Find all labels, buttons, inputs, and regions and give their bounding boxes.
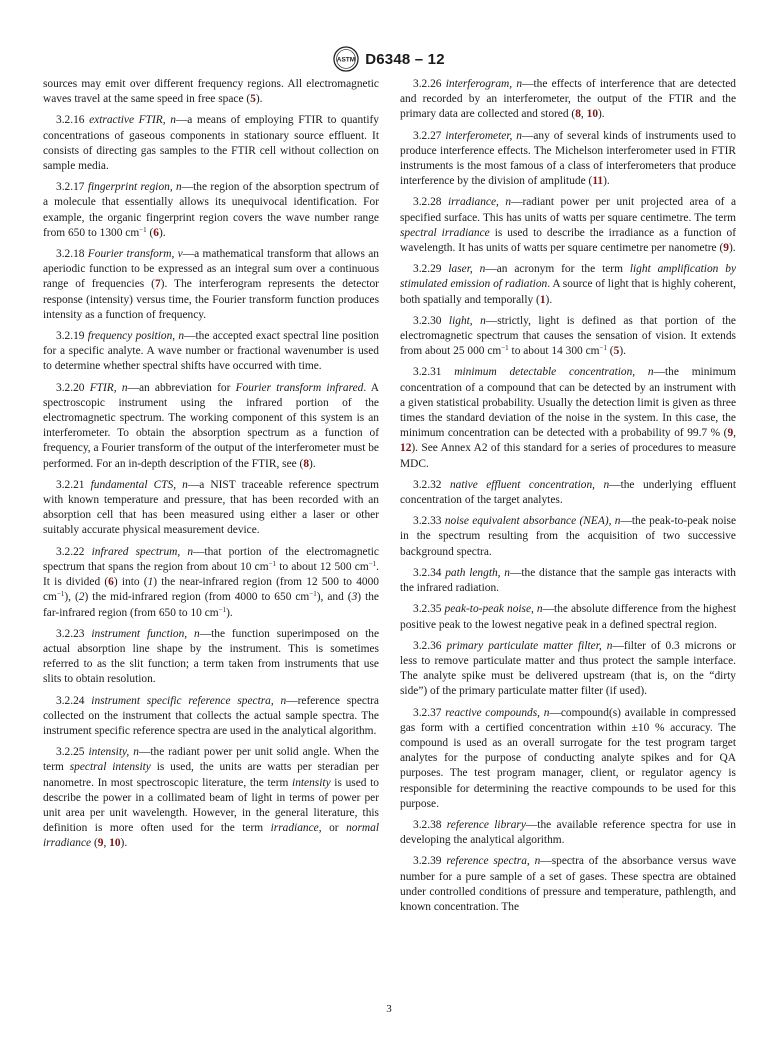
- reference-number: 7: [154, 278, 161, 291]
- text-run: 3.2.33: [413, 515, 445, 528]
- text-run: ).: [603, 175, 610, 188]
- definition-paragraph: [43, 745, 379, 851]
- text-run: ).: [159, 226, 166, 239]
- reference-number: 1: [539, 293, 546, 306]
- superscript: −1: [368, 559, 377, 568]
- text-run: 3.2.25: [56, 746, 89, 759]
- definition-paragraph: [43, 545, 379, 621]
- astm-logo-icon: [333, 46, 359, 72]
- definition-paragraph: [400, 262, 736, 308]
- text-run: 3.2.19: [56, 330, 88, 343]
- term: reference spectra, n: [446, 855, 541, 868]
- definition-paragraph: [400, 854, 736, 915]
- text-run: 3.2.22: [56, 545, 92, 558]
- text-run: —the function superimposed on the actual absorption line shape by the instrument. This is sometimes referred to as the slit function; a term taken from instruments that use slits to obtain resolution.: [43, 627, 380, 686]
- text-run: ).: [255, 93, 263, 106]
- term: instrument specific reference spectra, n: [91, 694, 287, 707]
- superscript: −1: [56, 590, 65, 599]
- reference-number: 8: [303, 457, 310, 470]
- term: extractive FTIR, n: [89, 114, 176, 127]
- text-run: 3.2.23: [56, 627, 92, 640]
- text-run: 3.2.32: [413, 478, 450, 491]
- reference-number: 5: [250, 93, 256, 106]
- text-run: . A spectroscopic instrument using the infrared portion of the electromagnetic spectrum. The working component of this system is an interferometer. To obtain the absorption spectrum as a function of frequency, a Fourier transform of the output of the interferometer must be performed. For an in-depth description of the FTIR, see (: [43, 381, 380, 470]
- text-run: —strictly, light is defined as that portion of the electromagnetic spectrum that causes the sensation of vision. It extends from about 25 000 cm: [400, 314, 736, 358]
- reference-number: 9: [727, 427, 734, 440]
- text-run: ).: [598, 108, 605, 121]
- text-run: 3.2.38: [413, 818, 447, 831]
- text-run: . It is divided (: [43, 560, 379, 589]
- text-run: —the peak-to-peak noise in the spectrum resulting from the acquisition of two successive background spectra.: [400, 515, 736, 558]
- text-run: ).: [728, 242, 736, 255]
- text-run: ).: [619, 345, 626, 358]
- term: normal irradiance: [43, 822, 379, 850]
- right-column: [400, 77, 736, 921]
- text-run: ).: [309, 457, 316, 470]
- term: native effluent concentration, n: [449, 478, 610, 491]
- term: Fourier transform, v: [87, 248, 183, 261]
- text-run: ). The interferogram represents the detector response (intensity) versus time, the Fourier transform function produces intensity as a function of frequency.: [43, 278, 379, 321]
- text-run: ).: [226, 606, 233, 619]
- term: irradiance, n: [447, 196, 512, 209]
- superscript: −1: [218, 605, 227, 614]
- text-run: 3.2.28: [413, 196, 448, 209]
- text-run: —the absolute difference from the highest positive peak to the lowest negative peak in a defined spectral region.: [400, 603, 737, 631]
- text-run: ), (: [64, 591, 79, 604]
- text-run: —reference spectra collected on the instrument that collects the actual sample spectra. The instrument specific reference spectra are used in the analytical algorithm.: [43, 694, 379, 737]
- text-run: ) the far-infrared region (from 650 to 10 cm: [43, 591, 379, 619]
- text-run: ) into (: [113, 576, 148, 589]
- definition-paragraph: [400, 77, 736, 123]
- reference-number: 11: [592, 175, 604, 188]
- text-run: —the underlying effluent concentration of the target analytes.: [400, 478, 736, 507]
- text-run: —radiant power per unit projected area of a specified surface. This has units of watts per square centimetre. The term: [400, 196, 736, 224]
- term: infrared spectrum, n: [91, 545, 194, 558]
- term: reactive compounds, n: [445, 706, 550, 719]
- term: intensity: [292, 776, 331, 789]
- reference-number: 6: [108, 576, 114, 589]
- text-run: —the radiant power per unit solid angle. When the term: [43, 746, 379, 774]
- text-run: 3.2.18: [56, 248, 88, 261]
- definition-paragraph: [400, 639, 736, 700]
- superscript: −1: [501, 344, 509, 353]
- term: frequency position, n: [87, 330, 185, 343]
- text-run: —an abbreviation for: [127, 381, 236, 394]
- text-run: —the available reference spectra for use in developing the analytical algorithm.: [400, 818, 737, 847]
- superscript: −1: [309, 590, 317, 599]
- text-run: sources may emit over different frequency regions. All electromagnetic waves travel at the same speed in free space (: [43, 78, 379, 106]
- reference-number: 5: [613, 345, 620, 358]
- term: primary particulate matter filter, n: [446, 639, 613, 652]
- definition-paragraph: [400, 478, 736, 508]
- text-run: ).: [120, 837, 128, 850]
- definition-paragraph: [43, 329, 379, 375]
- text-run: —a NIST traceable reference spectrum with known temperature and pressure, that has been recorded with an absorption cell that has been measured using either a laser or other suitably accurate physical measurement device.: [43, 478, 379, 537]
- definition-paragraph: [43, 77, 379, 107]
- text-run: 3.2.34: [413, 566, 446, 579]
- definition-paragraph: [43, 381, 379, 472]
- text-run: —the minimum concentration of a compound that can be detected by an instrument with a given statistical probability. Usually the detection limit is given as three times the standard deviation of the noise in the system. In this case, the minimum concentration can be detected with a probability of 99.7 % (: [400, 366, 736, 440]
- text-run: —that portion of the electromagnetic spectrum that spans the region from about 10 cm: [43, 545, 379, 573]
- text-run: 3.2.39: [413, 855, 447, 868]
- definition-paragraph: [400, 602, 736, 632]
- definition-paragraph: [400, 314, 736, 360]
- text-run: —a mathematical transform that allows an aperiodic function to be expressed as an integral sum over a continuous range of frequencies (: [43, 248, 379, 291]
- definition-paragraph: [400, 195, 736, 256]
- text-run: to about 14 300 cm: [508, 345, 600, 358]
- text-run: (: [146, 226, 154, 239]
- definition-paragraph: [43, 247, 379, 323]
- definition-paragraph: [400, 818, 736, 848]
- term: noise equivalent absorbance (NEA), n: [444, 515, 621, 528]
- definition-paragraph: [43, 113, 379, 174]
- text-run: 3.2.36: [413, 639, 447, 652]
- term: minimum detectable concentration, n: [454, 366, 654, 379]
- document-id: D6348 – 12: [365, 50, 445, 68]
- term: 1: [147, 576, 154, 589]
- term: irradiance: [270, 822, 319, 835]
- text-run: 3.2.37: [413, 706, 446, 719]
- text-run: 3.2.16: [56, 114, 90, 127]
- text-run: ), and (: [316, 591, 352, 604]
- superscript: −1: [268, 559, 277, 568]
- term: instrument function, n: [91, 627, 200, 640]
- term: fingerprint region, n: [87, 181, 182, 194]
- text-run: 3.2.20: [56, 381, 90, 394]
- text-run: 3.2.35: [413, 603, 445, 616]
- svg-text:ASTM: ASTM: [336, 56, 356, 64]
- definition-paragraph: [43, 478, 379, 539]
- term: fundamental CTS, n: [90, 478, 188, 491]
- text-run: ). See Annex A2 of this standard for a series of procedures to measure MDC.: [400, 442, 736, 470]
- text-run: —compound(s) available in compressed gas form with a certified concentration within ±10 % accuracy. The compound is used as an overall surrogate for the test program target analytes for the purpose of conducting analyte spikes and for QA purposes. The test program manager, client, or regulator agency is responsible for determining the reactive compounds to be used for this purpose.: [400, 706, 736, 810]
- superscript: −1: [139, 225, 147, 234]
- definition-paragraph: [400, 566, 736, 596]
- superscript: −1: [599, 344, 607, 353]
- reference-number: 12: [400, 442, 412, 455]
- term: light amplification by stimulated emission of radiation: [400, 263, 737, 291]
- text-run: —any of several kinds of instruments used to produce interference effects. The Michelson interferometer used in FTIR instruments is the most famous of a class of interferometers that produce interference by the division of amplitude (: [400, 129, 736, 188]
- text-run: —the accepted exact spectral line position for a specific analyte. A wave number or fractional wavenumber is used to determine whether spectral shifts have occurred with time.: [43, 330, 379, 373]
- text-run: ,: [733, 427, 736, 440]
- text-run: to about 12 500 cm: [276, 560, 369, 573]
- term: light, n: [448, 314, 486, 327]
- text-run: is used to describe the power in a collimated beam of light in terms of power per unit area per unit wavelength. However, in the general literature, this definition is more often used for the term: [43, 776, 379, 835]
- text-run: —the region of the absorption spectrum of a molecule that essentially allows its unequivocal identification. For example, the organic fingerprint region covers the wave number range from 650 to 1300 cm: [43, 181, 379, 239]
- term: interferometer, n: [445, 129, 522, 142]
- definition-paragraph: [400, 129, 736, 190]
- term: spectral intensity: [69, 761, 151, 774]
- definition-paragraph: [43, 627, 379, 688]
- term: interferogram, n: [445, 78, 523, 90]
- text-run: . A source of light that is highly coherent, both spatially and temporally (: [400, 278, 736, 306]
- term: Fourier transform infrared: [235, 381, 364, 394]
- left-column: [43, 77, 379, 858]
- reference-number: 9: [97, 837, 104, 850]
- term: 2: [78, 591, 85, 604]
- text-run: 3.2.27: [413, 129, 446, 142]
- text-run: ) the near-infrared region (from 12 500 to 4000 cm: [43, 576, 379, 604]
- text-run: —the distance that the sample gas interacts with the infrared radiation.: [400, 566, 736, 595]
- text-run: , or: [318, 822, 347, 835]
- term: spectral irradiance: [400, 226, 490, 239]
- text-run: —a means of employing FTIR to quantify concentrations of gaseous components in stationary source effluent. It consists of directing gas samples to the FTIR cell without collection on sample media.: [43, 114, 380, 173]
- reference-number: 10: [586, 108, 599, 121]
- term: intensity, n: [88, 746, 139, 759]
- page-header: [0, 44, 778, 74]
- definition-paragraph: [43, 694, 379, 740]
- reference-number: 10: [109, 837, 121, 850]
- term: path length, n: [445, 566, 510, 579]
- text-run: ,: [103, 837, 110, 850]
- page-number: 3: [386, 1003, 392, 1015]
- reference-number: 9: [723, 242, 729, 255]
- definition-paragraph: [400, 514, 736, 560]
- text-run: (: [606, 345, 614, 358]
- definition-paragraph: [400, 706, 736, 812]
- reference-number: 8: [575, 108, 581, 121]
- text-run: 3.2.29: [413, 263, 449, 276]
- text-run: 3.2.24: [56, 694, 92, 707]
- text-run: ).: [545, 293, 553, 306]
- term: reference library: [446, 818, 526, 831]
- text-run: ,: [580, 108, 587, 121]
- term: peak-to-peak noise, n: [444, 603, 543, 616]
- text-run: 3.2.31: [413, 366, 455, 379]
- term: 3: [351, 591, 358, 604]
- term: FTIR, n: [89, 381, 128, 394]
- definition-paragraph: [400, 365, 736, 471]
- text-run: 3.2.17: [56, 181, 88, 194]
- term: laser, n: [448, 263, 486, 276]
- reference-number: 6: [153, 226, 159, 239]
- text-run: is used, the units are watts per steradian per nanometre. In most spectroscopic literature, the term: [43, 761, 379, 789]
- text-run: 3.2.30: [413, 314, 449, 327]
- text-run: —spectra of the absorbance versus wave number for a pure sample of a set of gases. These spectra are obtained under controlled conditions of pressure and temperature, pathlength, and known concentration. The: [400, 855, 736, 913]
- text-run: —filter of 0.3 microns or less to remove particulate matter and thus protect the sample interface. The analyte spike must be delivered upstream (that is, on the “dirty side”) of the primary particulate matter filter (if used).: [400, 639, 736, 698]
- text-run: is used to describe the irradiance as a function of wavelength. It has units of watts per square centimetre per nanometre (: [400, 226, 736, 255]
- definition-paragraph: [43, 180, 379, 241]
- text-run: 3.2.26: [413, 78, 446, 90]
- text-run: 3.2.21: [56, 478, 91, 491]
- text-run: —an acronym for the term: [485, 263, 630, 276]
- text-run: ) the mid-infrared region (from 4000 to 650 cm: [84, 591, 310, 604]
- text-run: (: [91, 837, 98, 850]
- text-run: —the effects of interference that are detected and recorded by an interferometer, the output of the FTIR and the primary data are collected and stored (: [400, 78, 736, 121]
